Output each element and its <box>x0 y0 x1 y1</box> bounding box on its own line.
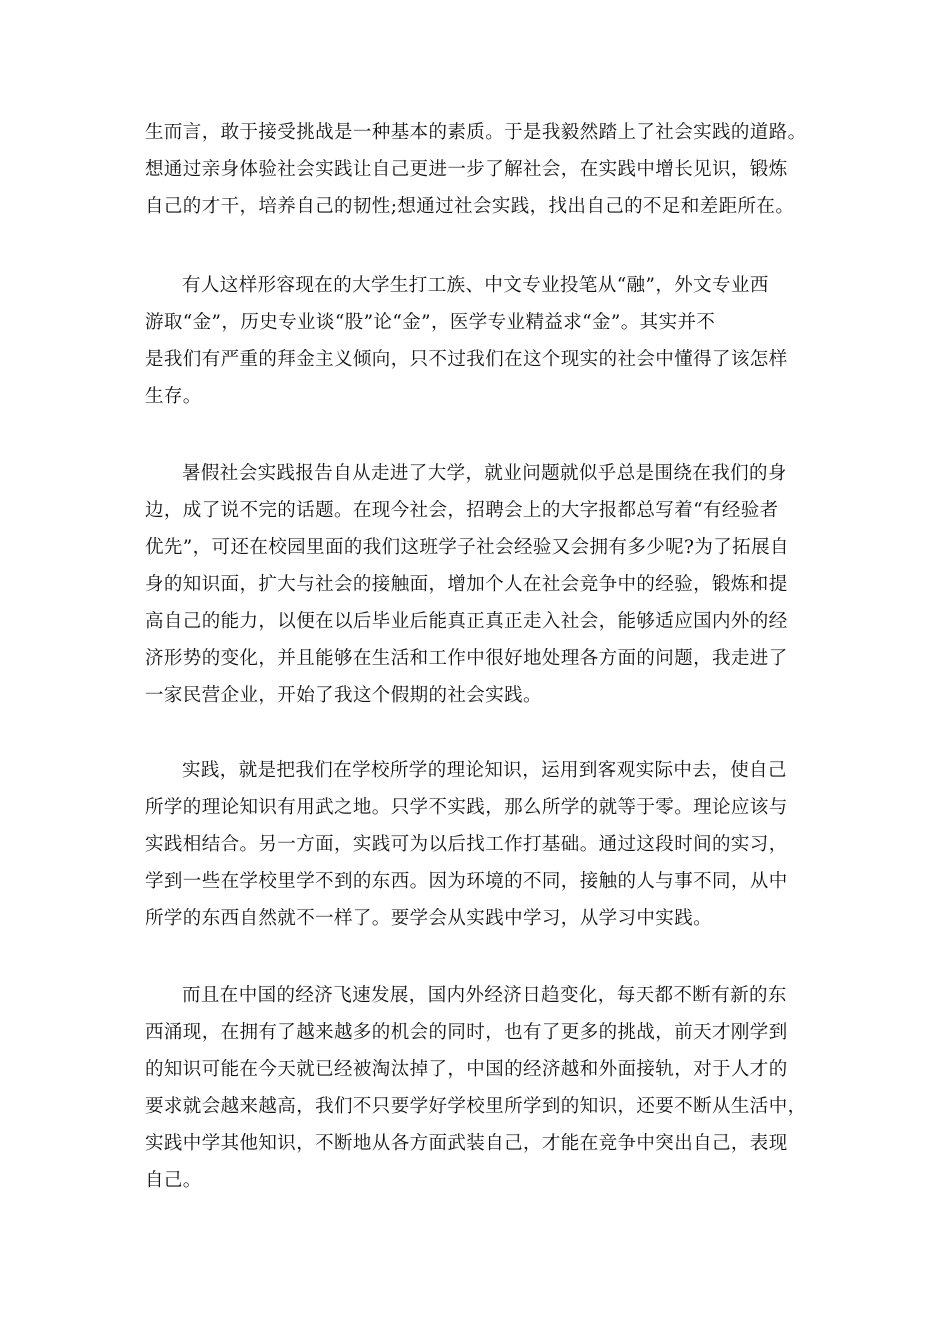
paragraph-line: 边，成了说不完的话题。在现今社会，招聘会上的大字报都总写着“有经验者 <box>145 500 779 521</box>
paragraph-1 <box>145 114 825 225</box>
paragraph-line: 所学的东西自然就不一样了。要学会从实践中学习，从学习中实践。 <box>145 908 713 929</box>
paragraph-line: 所学的理论知识有用武之地。只学不实践，那么所学的就等于零。理论应该与 <box>145 797 788 818</box>
paragraph-line: 暑假社会实践报告自从走进了大学，就业问题就似乎总是围绕在我们的身 <box>182 463 787 484</box>
paragraph-line: 一家民营企业，开始了我这个假期的社会实践。 <box>145 685 542 706</box>
paragraph-line: 实践，就是把我们在学校所学的理论知识，运用到客观实际中去，使自己 <box>182 760 787 781</box>
paragraph-line: 游取“金”，历史专业谈“股”论“金”，医学专业精益求“金”。其实并不 <box>145 312 716 333</box>
paragraph-line: 有人这样形容现在的大学生打工族、中文专业投笔从“融”，外文专业西 <box>182 275 769 296</box>
paragraph-line: 实践中学其他知识，不断地从各方面武装自己，才能在竞争中突出自己，表现 <box>145 1133 788 1154</box>
paragraph-line: 实践相结合。另一方面，实践可为以后找工作打基础。通过这段时间的实习， <box>145 834 788 855</box>
paragraph-5 <box>145 977 825 1199</box>
paragraph-line: 自己的才干，培养自己的韧性;想通过社会实践，找出自己的不足和差距所在。 <box>145 196 795 217</box>
paragraph-line: 生存。 <box>145 386 202 407</box>
paragraph-4 <box>145 752 825 937</box>
paragraph-line: 西涌现，在拥有了越来越多的机会的同时，也有了更多的挑战，前天才刚学到 <box>145 1022 788 1043</box>
paragraph-line: 优先”，可还在校园里面的我们这班学子社会经验又会拥有多少呢?为了拓展自 <box>145 537 789 558</box>
paragraph-line: 要求就会越来越高，我们不只要学好学校里所学到的知识，还要不断从生活中， <box>145 1096 807 1117</box>
paragraph-3 <box>145 455 825 714</box>
paragraph-line: 想通过亲身体验社会实践让自己更进一步了解社会，在实践中增长见识，锻炼 <box>145 159 788 180</box>
paragraph-line: 高自己的能力，以便在以后毕业后能真正真正走入社会，能够适应国内外的经 <box>145 611 788 632</box>
paragraph-line: 身的知识面，扩大与社会的接触面，增加个人在社会竞争中的经验，锻炼和提 <box>145 574 788 595</box>
paragraph-line: 的知识可能在今天就已经被淘汰掉了，中国的经济越和外面接轨，对于人才的 <box>145 1059 788 1080</box>
paragraph-2 <box>145 267 825 415</box>
paragraph-line: 济形势的变化，并且能够在生活和工作中很好地处理各方面的问题，我走进了 <box>145 648 788 669</box>
paragraph-line: 生而言，敢于接受挑战是一种基本的素质。于是我毅然踏上了社会实践的道路。 <box>145 122 807 143</box>
paragraph-line: 是我们有严重的拜金主义倾向，只不过我们在这个现实的社会中懂得了该怎样 <box>145 349 788 370</box>
paragraph-line: 学到一些在学校里学不到的东西。因为环境的不同，接触的人与事不同，从中 <box>145 871 788 892</box>
paragraph-line: 自己。 <box>145 1170 202 1191</box>
paragraph-line: 而且在中国的经济飞速发展，国内外经济日趋变化，每天都不断有新的东 <box>182 985 787 1006</box>
